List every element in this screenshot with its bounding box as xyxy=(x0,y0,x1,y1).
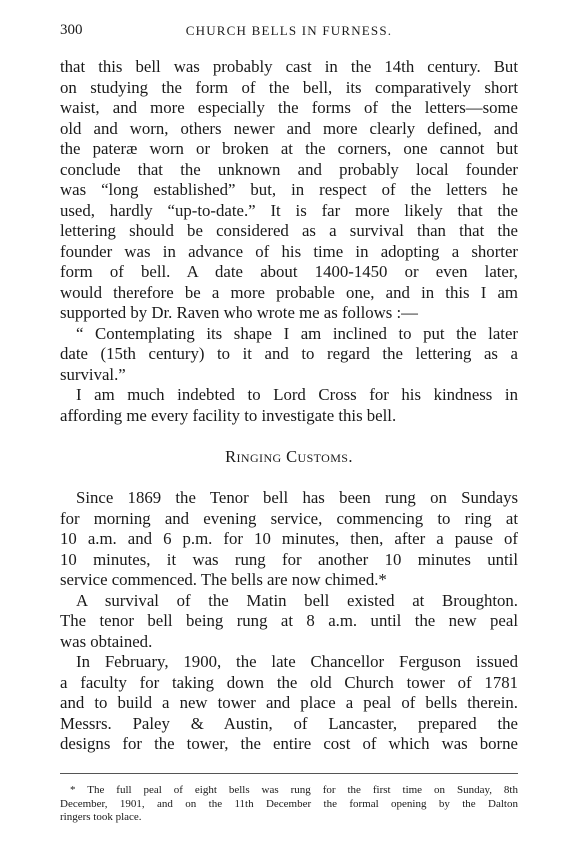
footnote-divider xyxy=(60,773,518,774)
text-line: a faculty for taking down the old Church tower of 1781 xyxy=(60,672,518,692)
text-line: service commenced. The bells are now chimed.* xyxy=(60,570,387,589)
page-number: 300 xyxy=(60,22,83,38)
text-line: conclude that the unknown and probably local founder xyxy=(60,159,518,179)
footnote xyxy=(60,784,518,825)
text-line: supported by Dr. Raven who wrote me as follows :— xyxy=(60,303,418,322)
text-line: waist, and more especially the forms of the letters—some xyxy=(60,98,518,117)
text-line: on studying the form of the bell, its comparatively short xyxy=(60,77,518,97)
paragraph xyxy=(60,591,518,653)
footnote-line: * The full peal of eight bells was rung for the first time on Sunday, 8th xyxy=(70,784,518,796)
text-line: Messrs. Paley & Austin, of Lancaster, prepared the xyxy=(60,713,518,733)
footnote-line: December, 1901, and on the 11th December the formal opening by the Dalton xyxy=(60,797,518,810)
paragraph xyxy=(60,488,518,591)
text-line: affording me every facility to investigate this bell. xyxy=(60,405,397,425)
text-line: was obtained. xyxy=(60,631,153,651)
text-line: 10 a.m. and 6 p.m. for 10 minutes, then, after a pause of xyxy=(60,529,518,548)
text-line: date (15th century) to it and to regard the lettering as a xyxy=(60,344,518,363)
text-line: and to build a new tower and place a peal of bells therein. xyxy=(60,693,518,712)
text-line: used, hardly “up-to-date.” It is far more likely that the xyxy=(60,200,518,220)
section-heading: Ringing Customs. xyxy=(225,447,353,466)
text-line: old and worn, others newer and more clearly defined, and xyxy=(60,118,518,138)
paragraph xyxy=(60,385,518,426)
text-line: would therefore be a more probable one, and in this I am xyxy=(60,282,518,302)
text-line: lettering should be considered as a survival than that the xyxy=(60,221,518,240)
text-line: the pateræ worn or broken at the corners, one cannot but xyxy=(60,139,518,158)
text-line: “ Contemplating its shape I am inclined to put the later xyxy=(76,323,518,343)
quotation xyxy=(60,324,518,386)
text-line: The tenor bell being rung at 8 a.m. until the new peal xyxy=(60,611,518,630)
running-header xyxy=(60,22,518,42)
text-line: form of bell. A date about 1400-1450 or even later, xyxy=(60,262,518,281)
text-line: that this bell was probably cast in the 14th century. But xyxy=(60,57,518,76)
text-line: A survival of the Matin bell existed at Broughton. xyxy=(76,590,518,610)
text-line: for morning and evening service, commencing to ring at xyxy=(60,508,518,528)
body-text xyxy=(60,57,518,755)
text-line: was “long established” but, in respect of the letters he xyxy=(60,180,518,199)
text-line: survival.” xyxy=(60,364,126,384)
text-line: designs for the tower, the entire cost of which was borne xyxy=(60,734,518,753)
text-line: Since 1869 the Tenor bell has been rung on Sundays xyxy=(76,488,518,507)
paragraph-continued xyxy=(60,57,518,324)
footnote-line: ringers took place. xyxy=(60,811,142,823)
paragraph xyxy=(60,652,518,755)
text-line: I am much indebted to Lord Cross for his kindness in xyxy=(76,385,518,404)
text-line: In February, 1900, the late Chancellor Ferguson issued xyxy=(76,652,518,671)
running-title: CHURCH BELLS IN FURNESS. xyxy=(185,23,393,38)
text-line: founder was in advance of his time in adopting a shorter xyxy=(60,241,518,261)
text-line: 10 minutes, it was rung for another 10 minutes until xyxy=(60,549,518,569)
